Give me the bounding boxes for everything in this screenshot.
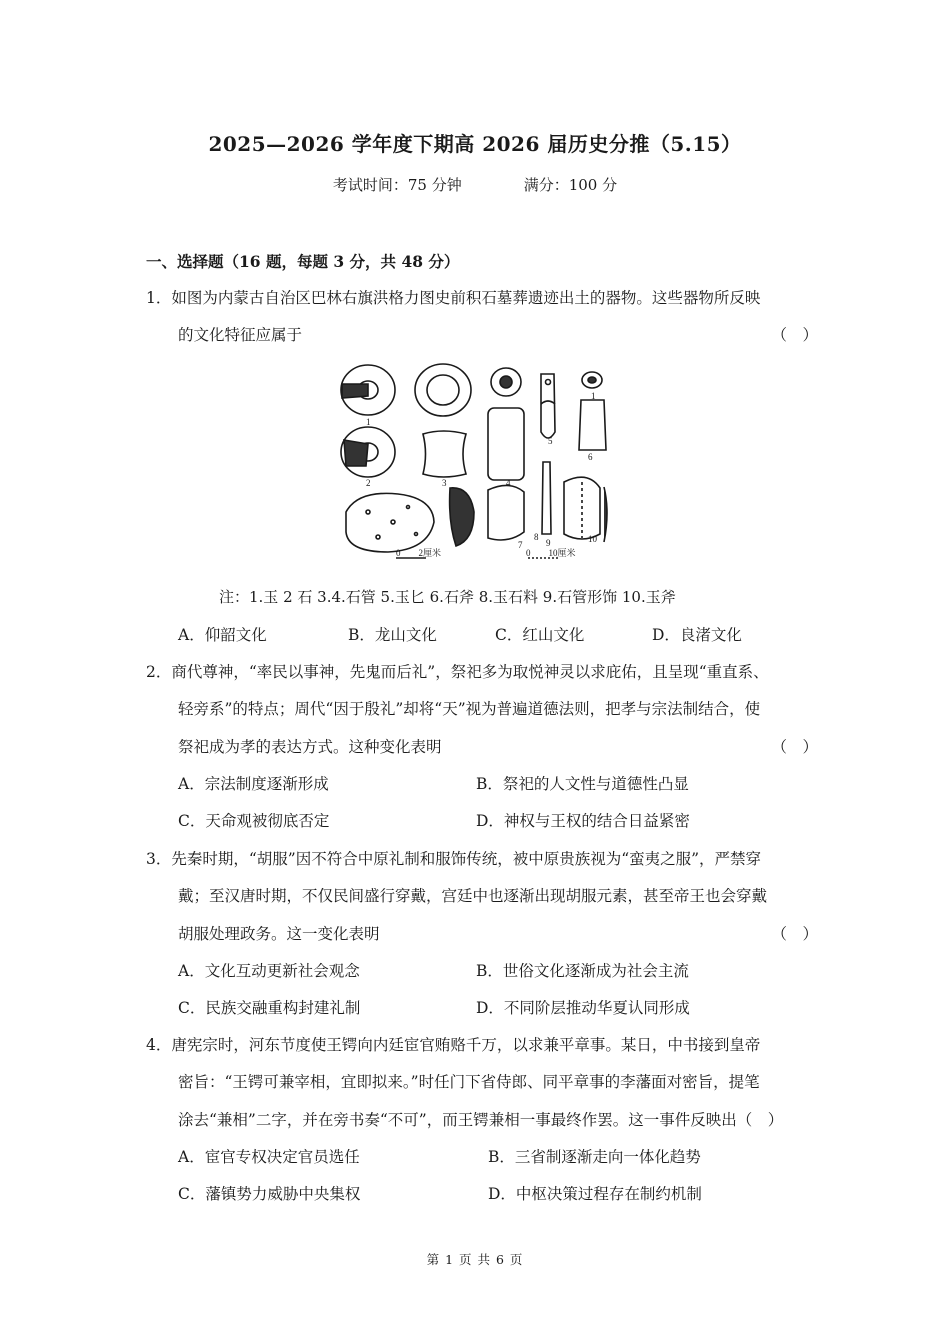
option-c: C．红山文化 xyxy=(495,626,585,644)
artifact-tube xyxy=(423,431,466,477)
figure-number: 3 xyxy=(442,478,447,488)
question-text-line: 的文化特征应属于 xyxy=(178,326,303,344)
figure-number: 8 xyxy=(534,532,539,542)
question-text-line: 戴；至汉唐时期，不仅民间盛行穿戴，宫廷中也逐渐出现胡服元素，甚至帝王也会穿戴 xyxy=(178,887,768,905)
figure-number: 1 xyxy=(366,417,371,427)
figure-number: 5 xyxy=(548,436,553,446)
scale-label: 0 10厘米 xyxy=(526,548,576,558)
page-title: 2025—2026 学年度下期高 2026 届历史分推（5.15） xyxy=(208,132,742,156)
exam-time: 考试时间：75 分钟 xyxy=(332,176,462,194)
figure-number: 10 xyxy=(588,534,597,544)
option-a: A．仰韶文化 xyxy=(178,626,267,644)
artifact-axe xyxy=(579,400,606,450)
option-a: A．文化互动更新社会观念 xyxy=(178,962,360,980)
option-d: D．中枢决策过程存在制约机制 xyxy=(488,1185,702,1203)
option-c: C．民族交融重构封建礼制 xyxy=(178,999,361,1017)
exam-score: 满分：100 分 xyxy=(523,176,618,194)
question-text-line: 胡服处理政务。这一变化表明 xyxy=(178,925,380,943)
option-b: B．祭祀的人文性与道德性凸显 xyxy=(476,775,689,793)
figure-number: 7 xyxy=(518,540,523,550)
figure-number: 6 xyxy=(588,452,593,462)
artifact-stone xyxy=(346,493,434,552)
artifact-ring xyxy=(415,364,471,416)
scale-label: 0 2厘米 xyxy=(396,548,442,558)
option-d: D．神权与王权的结合日益紧密 xyxy=(476,812,690,830)
artifact-spoon xyxy=(541,374,555,438)
artifact-drawing xyxy=(338,362,628,568)
question-text-line: 1．如图为内蒙古自治区巴林右旗洪格力图史前积石墓葬遗迹出土的器物。这些器物所反映 xyxy=(146,289,761,307)
option-a: A．宗法制度逐渐形成 xyxy=(178,775,329,793)
figure-note: 注：1.玉 2 石 3.4.石管 5.玉匕 6.石斧 8.玉石料 9.石管形饰 10.玉斧 xyxy=(219,588,676,606)
option-b: B．世俗文化逐渐成为社会主流 xyxy=(476,962,689,980)
page-footer: 第 1 页 共 6 页 xyxy=(426,1252,524,1267)
option-d: D．不同阶层推动华夏认同形成 xyxy=(476,999,690,1017)
option-b: B．龙山文化 xyxy=(348,626,437,644)
option-d: D．良渚文化 xyxy=(652,626,742,644)
answer-bracket: （ ） xyxy=(771,326,818,344)
answer-bracket: （ ） xyxy=(771,925,818,943)
question-text-line: 密旨：“王锷可兼宰相，宜即拟来。”时任门下省侍郎、同平章事的李藩面对密旨，提笔 xyxy=(178,1073,760,1091)
option-b: B．三省制逐渐走向一体化趋势 xyxy=(488,1148,701,1166)
figure-number: 9 xyxy=(546,538,551,548)
option-c: C．藩镇势力威胁中央集权 xyxy=(178,1185,361,1203)
figure-number: 1 xyxy=(591,391,596,401)
artifact-block xyxy=(488,485,524,540)
figure-number: 4 xyxy=(506,478,511,488)
exam-info xyxy=(0,174,950,195)
artifact-figure xyxy=(338,362,628,568)
question-text-line: 祭祀成为孝的表达方式。这种变化表明 xyxy=(178,738,442,756)
artifact-tube xyxy=(488,408,524,480)
option-c: C．天命观被彻底否定 xyxy=(178,812,330,830)
question-text-line: 4．唐宪宗时，河东节度使王锷向内廷宦官贿赂千万，以求兼平章事。某日，中书接到皇帝 xyxy=(146,1036,761,1054)
option-a: A．宦官专权决定官员选任 xyxy=(178,1148,360,1166)
answer-bracket: （ ） xyxy=(771,738,818,756)
question-text-line: 2．商代尊神，“率民以事神，先鬼而后礼”，祭祀多为取悦神灵以求庇佑，且呈现“重直系、 xyxy=(146,663,769,681)
question-text-line: 涂去“兼相”二字，并在旁书奏“不可”，而王锷兼相一事最终作罢。这一事件反映出（ ） xyxy=(178,1111,784,1129)
section-heading: 一、选择题（16 题，每题 3 分，共 48 分） xyxy=(146,252,460,271)
question-text-line: 轻旁系”的特点；周代“因于殷礼”却将“天”视为普遍道德法则，把孝与宗法制结合，使 xyxy=(178,700,761,718)
figure-number: 2 xyxy=(366,478,371,488)
question-text-line: 3．先秦时期，“胡服”因不符合中原礼制和服饰传统，被中原贵族视为“蛮夷之服”，严禁穿 xyxy=(146,850,762,868)
